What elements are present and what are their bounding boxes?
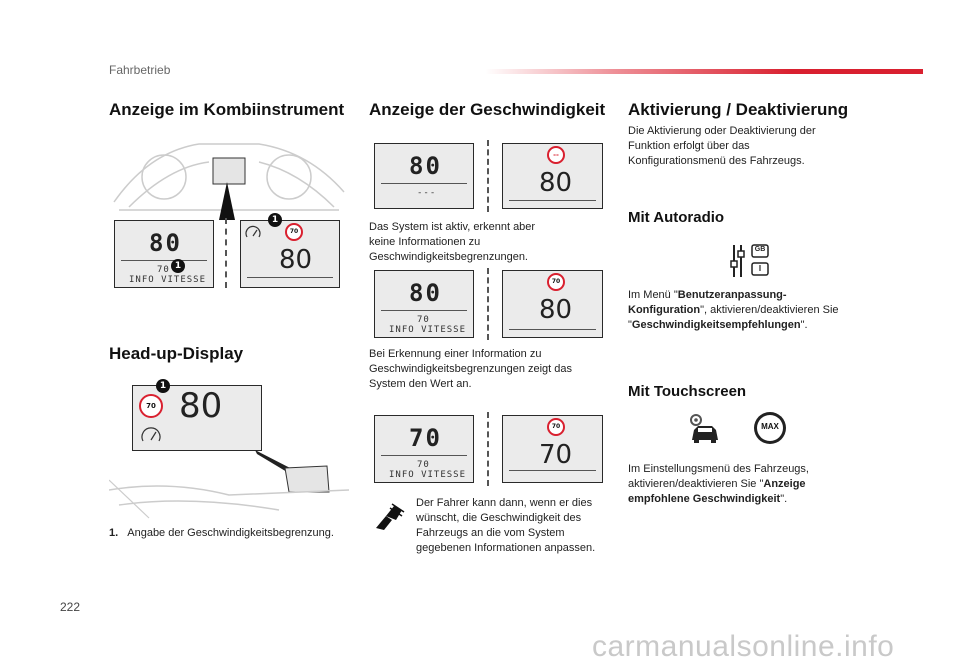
touch-option-name: Anzeige empfohlene Geschwindigkeit bbox=[628, 478, 806, 505]
row2-limit-sign: 70 bbox=[547, 273, 565, 291]
footnote bbox=[109, 526, 334, 541]
row3-sign-panel bbox=[502, 415, 603, 483]
pointer-arrow bbox=[219, 182, 235, 220]
caption-3: Der Fahrer kann dann, wenn er dies wünscht, die Geschwindigkeit des Fahrzeugs an die vom System gegebenen Informationen anpassen. bbox=[416, 497, 596, 554]
divider-dashed bbox=[487, 140, 489, 212]
cluster-info-label: INFO VITESSE bbox=[129, 275, 207, 285]
section-title: Fahrbetrieb bbox=[109, 63, 171, 77]
row3-cluster-limit: 70 bbox=[417, 460, 430, 470]
panel-divider bbox=[381, 183, 467, 184]
hud-display-panel bbox=[132, 385, 262, 451]
radio-heading: Mit Autoradio bbox=[628, 209, 725, 226]
cluster-sign-panel bbox=[240, 220, 340, 288]
row1-cluster-sub: --- bbox=[417, 188, 437, 198]
divider-dashed bbox=[487, 268, 489, 340]
footnote-text: Angabe der Geschwindigkeitsbegrenzung. bbox=[127, 527, 334, 539]
caption-2: Bei Erkennung einer Information zu Geschwindigkeitsbegrenzungen zeigt das System den Wert an. bbox=[369, 348, 573, 390]
row2-cluster-limit: 70 bbox=[417, 315, 430, 325]
max-speed-icon bbox=[754, 412, 786, 444]
footnote-number: 1. bbox=[109, 527, 119, 539]
touch-text-part: ". bbox=[780, 493, 788, 505]
hud-heading: Head-up-Display bbox=[109, 344, 244, 363]
radio-text-part: ", aktivieren/deaktivieren Sie " bbox=[628, 304, 839, 331]
header-accent-bar bbox=[485, 69, 923, 74]
callout-badge: 1 bbox=[156, 379, 170, 393]
radio-option-name: Geschwindigkeitsempfehlungen bbox=[631, 319, 801, 331]
radio-instructions bbox=[628, 288, 853, 333]
driver-hand-icon bbox=[372, 502, 406, 532]
touchscreen-heading: Mit Touchscreen bbox=[628, 383, 747, 400]
radio-settings-icon bbox=[730, 243, 770, 279]
cluster-heading: Anzeige im Kombiinstrument bbox=[109, 100, 345, 119]
row2-sign-panel bbox=[502, 270, 603, 338]
row1-side-speed: 80 bbox=[539, 168, 573, 198]
panel-divider bbox=[509, 329, 596, 330]
max-label: MAX bbox=[761, 422, 779, 431]
row1-sign-panel bbox=[502, 143, 603, 209]
divider-dashed bbox=[487, 412, 489, 486]
row2-side-speed: 80 bbox=[539, 295, 573, 325]
hud-projector-illustration bbox=[109, 450, 349, 520]
speed-display-heading: Anzeige der Geschwindigkeit bbox=[369, 100, 606, 119]
car-settings-icon bbox=[688, 412, 722, 444]
touch-text-part: Im Einstellungsmenü des Fahrzeugs, aktivieren/deaktivieren Sie " bbox=[628, 463, 809, 490]
speed-limiter-icon bbox=[141, 426, 163, 444]
radio-text-part: Im Menü " bbox=[628, 289, 678, 301]
row3-side-speed: 70 bbox=[539, 440, 573, 470]
callout-badge: 1 bbox=[268, 213, 282, 227]
radio-menu-name: Benutzeranpassung-Konfiguration bbox=[628, 289, 787, 316]
row3-limit-sign: 70 bbox=[547, 418, 565, 436]
panel-divider bbox=[509, 470, 596, 471]
watermark: carmanualsonline.info bbox=[592, 630, 895, 663]
row1-cluster-speed: 80 bbox=[409, 152, 442, 180]
row3-cluster-speed: 70 bbox=[409, 424, 442, 452]
row3-cluster-info: INFO VITESSE bbox=[389, 470, 467, 480]
panel-divider bbox=[509, 200, 596, 201]
lang-label-gb: GB bbox=[754, 246, 766, 253]
cluster-display-panel bbox=[114, 220, 214, 288]
row1-limit-sign: -- bbox=[547, 146, 565, 164]
row1-cluster-panel bbox=[374, 143, 474, 209]
speed-limit-sign: 70 bbox=[285, 223, 303, 241]
cluster-speed: 80 bbox=[149, 229, 182, 257]
panel-divider bbox=[381, 310, 467, 311]
panel-divider bbox=[381, 455, 467, 456]
speed-limiter-icon bbox=[245, 225, 263, 239]
panel-divider bbox=[247, 277, 333, 278]
hud-limit-sign: 70 bbox=[139, 394, 163, 418]
side-speed: 80 bbox=[279, 245, 313, 275]
activation-intro: Die Aktivierung oder Deaktivierung der Funktion erfolgt über das Konfigurationsmenü des Fahrzeugs. bbox=[628, 125, 816, 167]
touchscreen-instructions bbox=[628, 462, 848, 507]
row2-cluster-info: INFO VITESSE bbox=[389, 325, 467, 335]
row2-cluster-panel bbox=[374, 270, 474, 338]
panel-divider bbox=[121, 260, 207, 261]
lang-label-i: I bbox=[758, 264, 762, 273]
page-number: 222 bbox=[60, 600, 81, 614]
caption-1: Das System ist aktiv, erkennt aber keine Informationen zu Geschwindigkeitsbegrenzungen. bbox=[369, 221, 536, 263]
callout-badge: 1 bbox=[171, 259, 185, 273]
cluster-limit: 70 bbox=[157, 265, 170, 275]
activation-heading: Aktivierung / Deaktivierung bbox=[628, 100, 849, 119]
hud-speed: 80 bbox=[179, 386, 223, 426]
row2-cluster-speed: 80 bbox=[409, 279, 442, 307]
divider-dashed bbox=[225, 218, 227, 288]
radio-text-part: ". bbox=[800, 319, 808, 331]
row3-cluster-panel bbox=[374, 415, 474, 483]
